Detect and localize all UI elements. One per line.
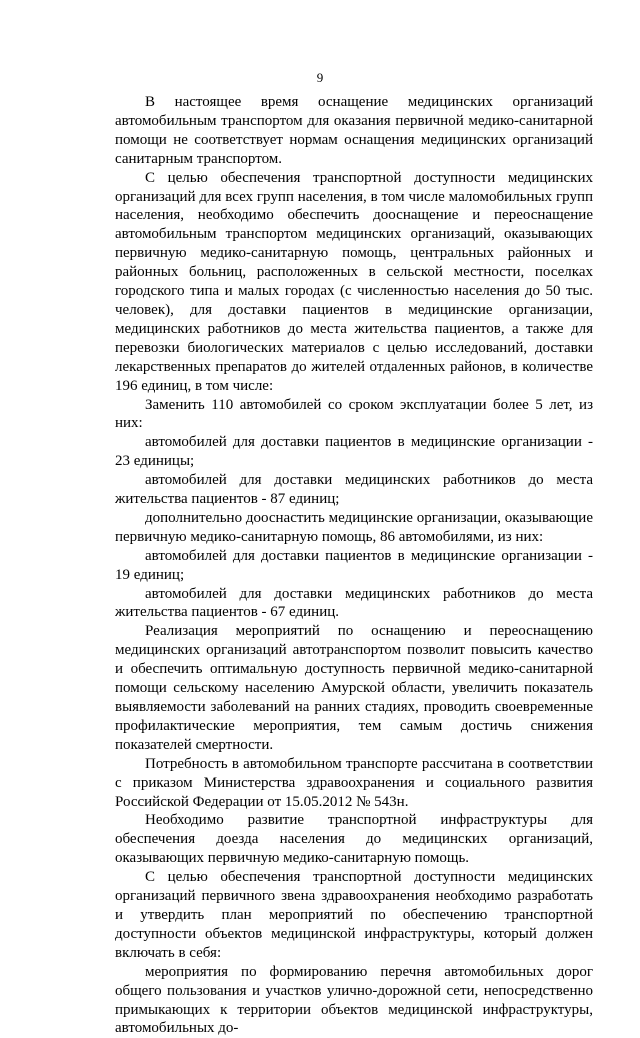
paragraph-replace-vehicles: Заменить 110 автомобилей со сроком эксплуатации более 5 лет, из них: — [115, 396, 593, 432]
paragraph-road-list: мероприятия по формированию перечня автомобильных дорог общего пользования и участков улично-дорожной сети, непосредственно примыкающих к территории объектов медицинской инфраструктуры, автомобильных до- — [115, 963, 593, 1037]
paragraph-implementation-effect: Реализация мероприятий по оснащению и переоснащению медицинских организаций автотранспортом позволит повысить качество и обеспечить оптимальную доступность первичной медико-санитарной помощи сельскому населению Амурской области, увеличить показатель выявляемости заболеваний на ранних стадиях, проводить своевременные профилактические мероприятия, тем самым достичь снижения показателей смертности. — [115, 623, 593, 753]
paragraph-transport-accessibility: С целью обеспечения транспортной доступности медицинских организаций для всех групп населения, в том числе маломобильных групп населения, необходимо обеспечить дооснащение и переоснащение автомобильным транспортом медицинских организаций, оказывающих первичную медико-санитарную помощь, центральных районных и районных больниц, расположенных в сельской местности, поселках городского типа и малых городах (с численностью населения до 50 тыс. человек), для доставки пациентов в медицинские организации, медицинских работников до места жительства пациентов, а также для перевозки биологических материалов с целью исследований, доставки лекарственных препаратов до жителей отдаленных районов, в количестве 196 единиц, в том числе: — [115, 169, 593, 394]
list-item-patient-delivery-additional: автомобилей для доставки пациентов в медицинские организации - 19 единиц; — [115, 547, 593, 583]
paragraph-action-plan: С целью обеспечения транспортной доступности медицинских организаций первичного звена здравоохранения необходимо разработать и утвердить план мероприятий по обеспечению транспортной доступности объектов медицинской инфраструктуры, который должен включать в себя: — [115, 869, 593, 961]
list-item-staff-delivery-additional: автомобилей для доставки медицинских работников до места жительства пациентов - 67 единиц. — [115, 585, 593, 621]
page-number: 9 — [316, 70, 324, 85]
paragraph-equipment-status: В настоящее время оснащение медицинских организаций автомобильным транспортом для оказания первичной медико-санитарной помощи не соответствует нормам оснащения медицинских организаций санитарным транспортом. — [115, 94, 593, 167]
list-item-patient-delivery-replace: автомобилей для доставки пациентов в медицинские организации - 23 единицы; — [115, 434, 593, 470]
document-body — [115, 93, 593, 1038]
list-item-staff-delivery-replace: автомобилей для доставки медицинских работников до места жительства пациентов - 87 единиц; — [115, 472, 593, 508]
paragraph-infrastructure-development: Необходимо развитие транспортной инфраструктуры для обеспечения доезда населения до медицинских организаций, оказывающих первичную медико-санитарную помощь. — [115, 812, 593, 867]
paragraph-additional-equipment: дополнительно дооснастить медицинские организации, оказывающие первичную медико-санитарную помощь, 86 автомобилями, из них: — [115, 509, 593, 545]
paragraph-demand-calculation: Потребность в автомобильном транспорте рассчитана в соответствии с приказом Министерства здравоохранения и социального развития Российской Федерации от 15.05.2012 № 543н. — [115, 755, 593, 810]
